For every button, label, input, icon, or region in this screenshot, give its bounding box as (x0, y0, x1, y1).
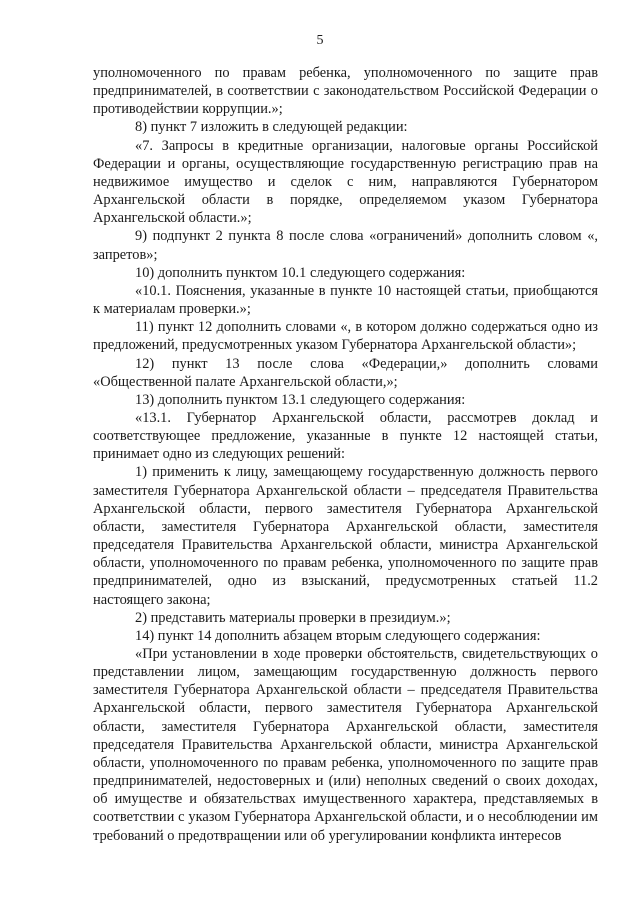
paragraph-subitem-1: 1) применить к лицу, замещающему государственную должность первого заместителя Губернатора Архангельской области – председателя Правительства Архангельской области, первого заместителя Губернатора Архангельской области, заместителя Губернатора Архангельской области, заместителя председателя Правительства Архангельской области, министра Архангельской области, уполномоченного по правам ребенка, уполномоченного по защите прав предпринимателей, одно из взысканий, предусмотренных статьей 11.2 настоящего закона; (93, 464, 598, 608)
paragraph-item-10: 10) дополнить пунктом 10.1 следующего содержания: (135, 264, 466, 281)
paragraph-item-13: 13) дополнить пунктом 13.1 следующего содержания: (135, 391, 466, 408)
paragraph-item-14: 14) пункт 14 дополнить абзацем вторым следующего содержания: (135, 627, 541, 644)
document-body (93, 64, 598, 845)
paragraph-item-9: 9) подпункт 2 пункта 8 после слова «ограничений» дополнить словом «, запретов»; (93, 228, 598, 263)
paragraph-item-8: 8) пункт 7 изложить в следующей редакции: (135, 119, 408, 136)
paragraph-quote-10-1: «10.1. Пояснения, указанные в пункте 10 настоящей статьи, приобщаются к материалам проверки.»; (93, 282, 598, 318)
paragraph-quote-7: «7. Запросы в кредитные организации, налоговые органы Российской Федерации и органы, осуществляющие государственную регистрацию прав на недвижимое имущество и сделок с ним, направляются Губернатором Архангельской области в порядке, определяемом указом Губернатора Архангельской области.»; (93, 137, 598, 227)
paragraph-quote-13-1: «13.1. Губернатор Архангельской области, рассмотрев доклад и соответствующее предложение, указанные в пункте 12 настоящей статьи, принимает одно из следующих решений: (93, 409, 598, 463)
page-number: 5 (316, 33, 324, 48)
paragraph-subitem-2: 2) представить материалы проверки в президиум.»; (135, 609, 451, 626)
paragraph-continuation: уполномоченного по правам ребенка, уполномоченного по защите прав предпринимателей, в соответствии с законодательством Российской Федерации о противодействии коррупции.»; (93, 65, 598, 118)
paragraph-item-11: 11) пункт 12 дополнить словами «, в котором должно содержаться одно из предложений, предусмотренных указом Губернатора Архангельской области»; (93, 319, 598, 354)
paragraph-item-12: 12) пункт 13 после слова «Федерации,» дополнить словами «Общественной палате Архангельской области,»; (93, 355, 598, 390)
paragraph-quote-14: «При установлении в ходе проверки обстоятельств, свидетельствующих о представлении лицом, замещающим государственную должность первого заместителя Губернатора Архангельской области – председателя Правительства Архангельской области, первого заместителя Губернатора Архангельской области, заместителя Губернатора Архангельской области, заместителя председателя Правительства Архангельской области, министра Архангельской области, уполномоченного по правам ребенка, уполномоченного по защите прав предпринимателей, недостоверных и (или) неполных сведений о своих доходах, об имуществе и обязательствах имущественного характера, представляемых в соответствии с указом Губернатора Архангельской области, и о несоблюдении им требований о предотвращении или об урегулировании конфликта интересов (93, 646, 598, 844)
